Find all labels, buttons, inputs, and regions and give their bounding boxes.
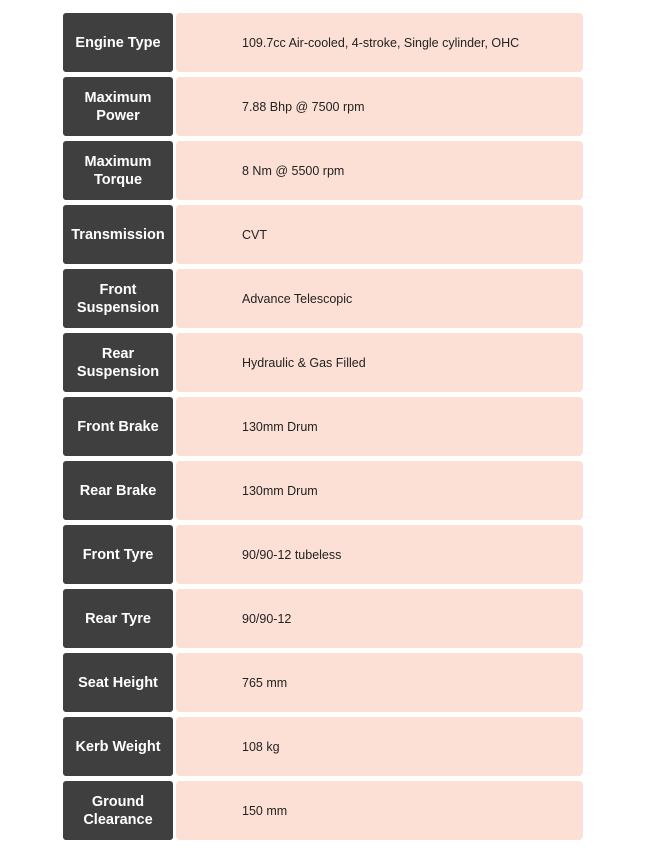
spec-value: 150 mm (176, 781, 583, 840)
spec-row-transmission (63, 205, 583, 264)
spec-row-rear-suspension (63, 333, 583, 392)
spec-row-maximum-power (63, 77, 583, 136)
spec-row-kerb-weight (63, 717, 583, 776)
spec-value: 7.88 Bhp @ 7500 rpm (176, 77, 583, 136)
spec-row-front-tyre (63, 525, 583, 584)
spec-label: Front Tyre (63, 525, 173, 584)
spec-row-seat-height (63, 653, 583, 712)
spec-row-ground-clearance (63, 781, 583, 840)
spec-value: 90/90-12 (176, 589, 583, 648)
spec-row-rear-brake (63, 461, 583, 520)
spec-value: 130mm Drum (176, 397, 583, 456)
spec-row-rear-tyre (63, 589, 583, 648)
spec-label: Maximum Power (63, 77, 173, 136)
spec-label: Engine Type (63, 13, 173, 72)
spec-value: 109.7cc Air-cooled, 4-stroke, Single cylinder, OHC (176, 13, 583, 72)
spec-value: CVT (176, 205, 583, 264)
spec-label: Maximum Torque (63, 141, 173, 200)
spec-row-front-suspension (63, 269, 583, 328)
spec-label: Kerb Weight (63, 717, 173, 776)
spec-row-maximum-torque (63, 141, 583, 200)
spec-value: 90/90-12 tubeless (176, 525, 583, 584)
spec-label: Rear Suspension (63, 333, 173, 392)
spec-label: Front Brake (63, 397, 173, 456)
spec-row-engine-type (63, 13, 583, 72)
spec-label: Transmission (63, 205, 173, 264)
spec-label: Front Suspension (63, 269, 173, 328)
spec-value: Hydraulic & Gas Filled (176, 333, 583, 392)
spec-label: Ground Clearance (63, 781, 173, 840)
spec-label: Seat Height (63, 653, 173, 712)
spec-value: 765 mm (176, 653, 583, 712)
spec-value: 130mm Drum (176, 461, 583, 520)
spec-row-front-brake (63, 397, 583, 456)
spec-value: 8 Nm @ 5500 rpm (176, 141, 583, 200)
spec-table (63, 13, 583, 840)
spec-label: Rear Tyre (63, 589, 173, 648)
spec-value: Advance Telescopic (176, 269, 583, 328)
spec-label: Rear Brake (63, 461, 173, 520)
spec-value: 108 kg (176, 717, 583, 776)
